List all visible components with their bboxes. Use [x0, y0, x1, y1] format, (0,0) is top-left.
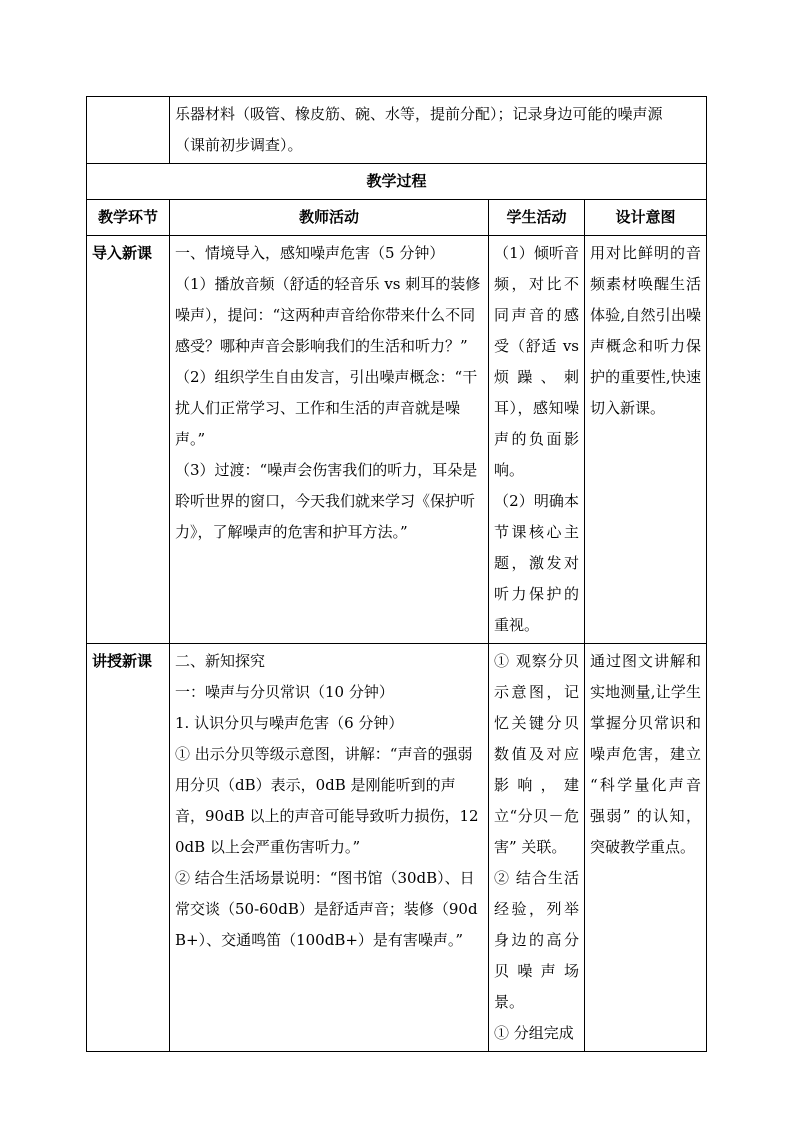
- teacher-paragraph: ② 结合生活场景说明：“图书馆（30dB）、日常交谈（50-60dB）是舒适声音；装修（90dB+）、交通鸣笛（100dB+）是有害噪声。”: [175, 869, 478, 949]
- student-paragraph: ① 观察分贝示意图，记忆关键分贝数值及对应影响，建立“分贝－危害” 关联。: [494, 652, 579, 856]
- materials-empty-cell: [87, 97, 170, 164]
- materials-cell: [170, 97, 707, 164]
- student-paragraph: （1）倾听音频，对比不同声音的感受（舒适 vs 烦躁、刺耳），感知噪声的负面影响。: [494, 244, 579, 479]
- teacher-activity-cell: [170, 236, 489, 644]
- design-paragraph: 通过图文讲解和实地测量,让学生掌握分贝常识和噪声危害，建立 “科学量化声音强弱” 的认知，突破教学重点。: [590, 652, 701, 856]
- section-title: 教学过程: [87, 164, 707, 200]
- student-activity-cell: [489, 644, 585, 1052]
- materials-row: [87, 97, 707, 164]
- header-design: 设计意图: [585, 200, 707, 236]
- teacher-paragraph: （3）过渡：“噪声会伤害我们的听力，耳朵是聆听世界的窗口，今天我们就来学习《保护听力》，了解噪声的危害和护耳方法。”: [175, 461, 478, 541]
- teacher-paragraph: 二、新知探究: [175, 652, 266, 670]
- student-paragraph: ① 分组完成: [494, 1024, 574, 1042]
- student-activity-cell: [489, 236, 585, 644]
- materials-line-2: （课前初步调查）。: [175, 136, 303, 154]
- design-paragraph: 用对比鲜明的音频素材唤醒生活体验,自然引出噪声概念和听力保护的重要性,快速切入新课。: [590, 244, 701, 417]
- header-teacher: 教师活动: [170, 200, 489, 236]
- row-new-lesson: [87, 644, 707, 1052]
- teacher-paragraph: ① 出示分贝等级示意图，讲解：“声音的强弱用分贝（dB）表示，0dB 是刚能听到的声音，90dB 以上的声音可能导致听力损伤，120dB 以上会严重伤害听力。”: [175, 745, 479, 856]
- teacher-paragraph: 1. 认识分贝与噪声危害（6 分钟）: [175, 714, 404, 732]
- student-paragraph: （2）明确本节课核心主题，激发对听力保护的重视。: [494, 492, 579, 634]
- row-intro: [87, 236, 707, 644]
- header-stage: 教学环节: [87, 200, 170, 236]
- header-student: 学生活动: [489, 200, 585, 236]
- teacher-paragraph: （2）组织学生自由发言，引出噪声概念：“干扰人们正常学习、工作和生活的声音就是噪声。”: [175, 368, 478, 448]
- design-intent-cell: [585, 236, 707, 644]
- teacher-paragraph: 一：噪声与分贝常识（10 分钟）: [175, 683, 394, 701]
- lesson-plan-table: [86, 96, 707, 1052]
- stage-cell: 导入新课: [87, 236, 170, 644]
- student-paragraph: ② 结合生活经验，列举身边的高分贝噪声场景。: [494, 869, 579, 1011]
- header-row: [87, 200, 707, 236]
- teacher-paragraph: 一、情境导入，感知噪声危害（5 分钟）: [175, 244, 445, 262]
- materials-line-1: 乐器材料（吸管、橡皮筋、碗、水等，提前分配）；记录身边可能的噪声源: [175, 105, 663, 123]
- section-title-row: [87, 164, 707, 200]
- teacher-paragraph: （1）播放音频（舒适的轻音乐 vs 刺耳的装修噪声），提问：“这两种声音给你带来什么不同感受？哪种声音会影响我们的生活和听力？”: [175, 275, 481, 355]
- stage-cell: 讲授新课: [87, 644, 170, 1052]
- design-intent-cell: [585, 644, 707, 1052]
- teacher-activity-cell: [170, 644, 489, 1052]
